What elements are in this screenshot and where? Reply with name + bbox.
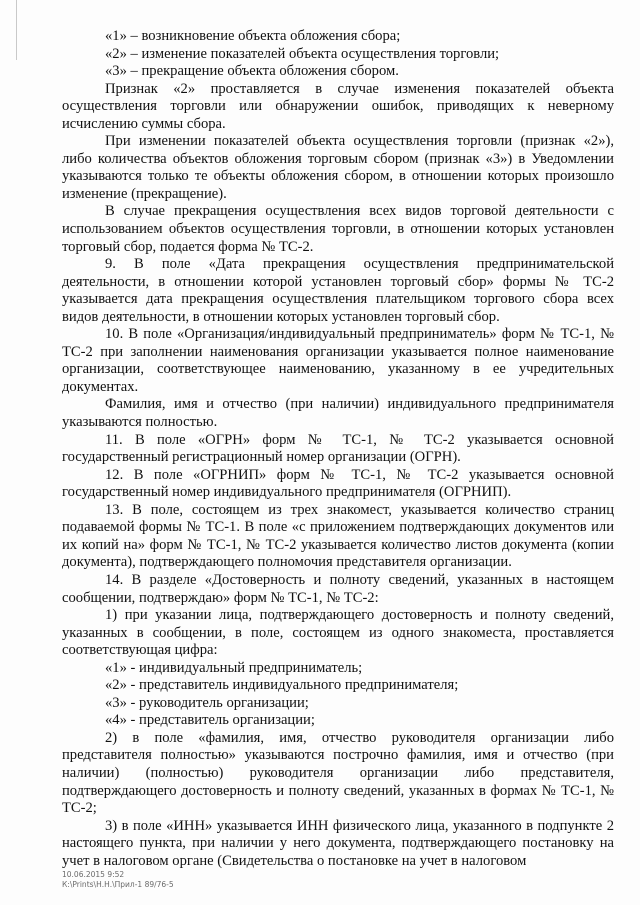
paragraph: «1» - индивидуальный предприниматель; <box>105 659 363 676</box>
paragraph: В случае прекращения осуществления всех видов торговой деятельности с использованием объектов осуществления торговли, в отношении которых установлен торговый сбор, подается форма № ТС-2. <box>62 203 614 255</box>
paragraph: «3» – прекращение объекта обложения сбором. <box>105 63 399 80</box>
paragraph: «2» – изменение показателей объекта осуществления торговли; <box>105 45 500 62</box>
paragraph: «4» - представитель организации; <box>105 712 315 729</box>
scan-edge-line <box>16 0 17 60</box>
paragraph: «2» - представитель индивидуального предпринимателя; <box>105 677 459 694</box>
paragraph: 9. В поле «Дата прекращения осуществления предпринимательской деятельности, в отношении которой установлен торговый сбор» формы № ТС-2 указывается дата прекращения осуществления плательщиком торгового сбора всех видов деятельности, в отношении которых установлен торговый сбор. <box>62 256 614 325</box>
paragraph: 2) в поле «фамилия, имя, отчество руководителя организации либо представителя полностью» указываются построчно фамилия, имя и отчество (при наличии) (полностью) руководителя организации либо представителя, подтверждающего достоверность и полноту сведений, указанных в формах № ТС-1, № ТС-2; <box>62 729 614 817</box>
print-footer <box>62 870 174 889</box>
paragraph: «1» – возникновение объекта обложения сбора; <box>105 28 401 44</box>
print-file-path: К:\Prints\Н.Н.\Прил-1 89/76-5 <box>62 879 174 889</box>
paragraph: При изменении показателей объекта осуществления торговли (признак «2»), либо количества объектов обложения торговым сбором (признак «3») в Уведомлении указываются только те объекты обложения сбором, в отношении которых произошло изменение (прекращение). <box>62 133 614 202</box>
paragraph: «3» - руководитель организации; <box>105 694 309 711</box>
paragraph: 12. В поле «ОГРНИП» форм № ТС-1, № ТС-2 указывается основной государственный номер индивидуального предпринимателя (ОГРНИП). <box>62 466 614 501</box>
paragraph: 3) в поле «ИНН» указывается ИНН физического лица, указанного в подпункте 2 настоящего пункта, при наличии у него документа, подтверждающего постановку на учет в налоговом органе (Свидетельства о постановке на учет в налоговом <box>62 817 614 869</box>
paragraph: 1) при указании лица, подтверждающего достоверность и полноту сведений, указанных в сообщении, в поле, состоящем из одного знакоместа, проставляется соответствующая цифра: <box>62 607 614 659</box>
paragraph: Признак «2» проставляется в случае изменения показателей объекта осуществления торговли или обнаружении ошибок, приводящих к неверному исчислению суммы сбора. <box>62 80 614 132</box>
paragraph: 11. В поле «ОГРН» форм № ТС-1, № ТС-2 указывается основной государственный регистрационный номер организации (ОГРН). <box>62 431 614 466</box>
paragraph: 10. В поле «Организация/индивидуальный предприниматель» форм № ТС-1, № ТС-2 при заполнении наименования организации указывается полное наименование организации, соответствующее наименованию, указанному в ее учредительных документах. <box>62 326 614 395</box>
print-timestamp: 10.06.2015 9:52 <box>62 870 125 879</box>
document-body <box>62 28 614 870</box>
paragraph: 13. В поле, состоящем из трех знакомест, указывается количество страниц подаваемой формы № ТС-1. В поле «с приложением подтверждающих документов или их копий на» форм № ТС-1, № ТС-2 указывается количество листов документа (копии документа), подтверждающего полномочия представителя организации. <box>62 501 614 571</box>
paragraph: 14. В разделе «Достоверность и полноту сведений, указанных в настоящем сообщении, подтверждаю» форм № ТС-1, № ТС-2: <box>62 571 614 606</box>
paragraph: Фамилия, имя и отчество (при наличии) индивидуального предпринимателя указываются полностью. <box>62 396 614 431</box>
